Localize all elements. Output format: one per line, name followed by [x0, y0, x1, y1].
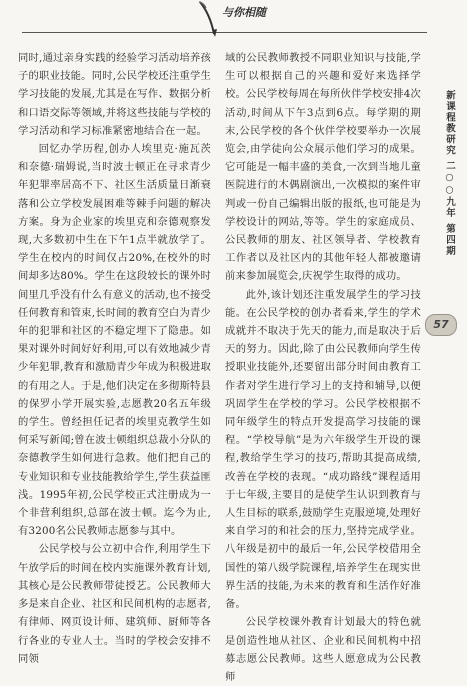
issue-label: 二○○九年 第四期 [444, 160, 455, 257]
header-rule [22, 32, 427, 33]
left-column [18, 49, 211, 668]
paragraph: 此外,该计划还注重发展学生的学习技能。在公民学校的创办者看来,学生的学术成就并不取决于先天的能力,而是取决于后天的努力。因此,除了由公民教师向学生传授职业技能外,还要留出部分时间由教育工作者对学生进行学习上的支持和辅导,以便巩固学生在学校的学习。公民学校根据不同年级学生的特点开发提高学习技能的课程。“学校导航”是为六年级学生开设的课程,教给学生学习的技巧,帮助其提高成绩,改善在学校的表现。“成功路线”课程适用于七年级,主要目的是使学生认识到教育与人生目标的联系,鼓励学生克服逆境,处理好来自学习的和社会的压力,坚持完成学业。八年级是初中的最后一年,公民学校借用全国性的第八级学院课程,培养学生在现实世界生活的技能,为未来的教育和生活作好准备。 [225, 288, 421, 611]
paragraph: 公民学校课外教育计划最大的特色就是创造性地从社区、企业和民间机构中招募志愿公民教师。这些人愿意成为公民教师 [225, 616, 421, 683]
page-header [0, 0, 467, 44]
pen-icon [196, 0, 220, 38]
journal-sidebar [432, 90, 456, 257]
paragraph: 域的公民教师教授不同职业知识与技能,学生可以根据自己的兴趣和爱好来选择学校。公民学校每周在每所伙伴学校安排4次活动,时间从下午3点到6点。每学期的期末,公民学校的各个伙伴学校要举办一次展览会,由学徒向公众展示他们学习的成果。它可能是一幅丰盛的美食,一次到当地儿童医院进行的木偶剧演出,一次模拟的案件审判或一份自己编辑出版的报纸,也可能是为学校设计的网站,等等。学生的家庭成员、公民教师的朋友、社区领导者、学校教育工作者以及社区内的其他年轻人都被邀请前来参加展览会,庆祝学生取得的成功。 [225, 52, 421, 283]
paragraph: 公民学校与公立初中合作,利用学生下午放学后的时间在校内实施课外教育计划,其核心是公民教师带徒授艺。公民教师大多是来自企业、社区和民间机构的志愿者,有律师、网页设计师、建筑师、厨师等各行各业的专业人士。当时的学校会安排不同领 [18, 543, 211, 665]
header-title: 与你相随 [222, 6, 266, 19]
paragraph: 回忆办学历程,创办人埃里克·施瓦茨和奈德·瑞姆说,当时波士顿正在寻求青少年犯罪率居高不下、社区生活质量日渐衰落和公立学校发展困难等棘手问题的解决方案。身为企业家的埃里克和奈德观察发现,大多数初中生在下午1点半就放学了。学生在校内的时间仅占20%,在校外的时间却多达80%。学生在这段较长的课外时间里几乎没有什么有意义的活动,也不接受任何教育和管束,长时间的教育空白为青少年的犯罪和社区的不稳定埋下了隐患。如果对课外时间好好利用,可以有效地减少青少年犯罪,教育和激励青少年成为积极进取的有用之人。于是,他们决定在多彻斯特县的保罗小学开展实验,志愿教20名五年级的学生。曾经担任记者的埃里克教学生如何采写新闻;曾在波士顿组织总裁小分队的奈德教学生如何进行急救。他们把自己的专业知识和专业技能教给学生,学生获益匪浅。1995年初,公民学校正式注册成为一个非营利组织,总部在波士顿。迄今为止,有3200名公民教师志愿参与其中。 [18, 143, 211, 538]
journal-name: 新课程教研究 [444, 90, 455, 156]
right-column [225, 49, 421, 686]
page-number: 57 [425, 314, 457, 336]
paragraph: 同时,通过亲身实践的经验学习活动培养孩子的职业技能。同时,公民学校还注重学生学习技能的发展,尤其是在写作、数据分析和口语交际等领域,并将这些技能与学校的学习活动和学习标准紧密地结合在一起。 [18, 52, 211, 137]
